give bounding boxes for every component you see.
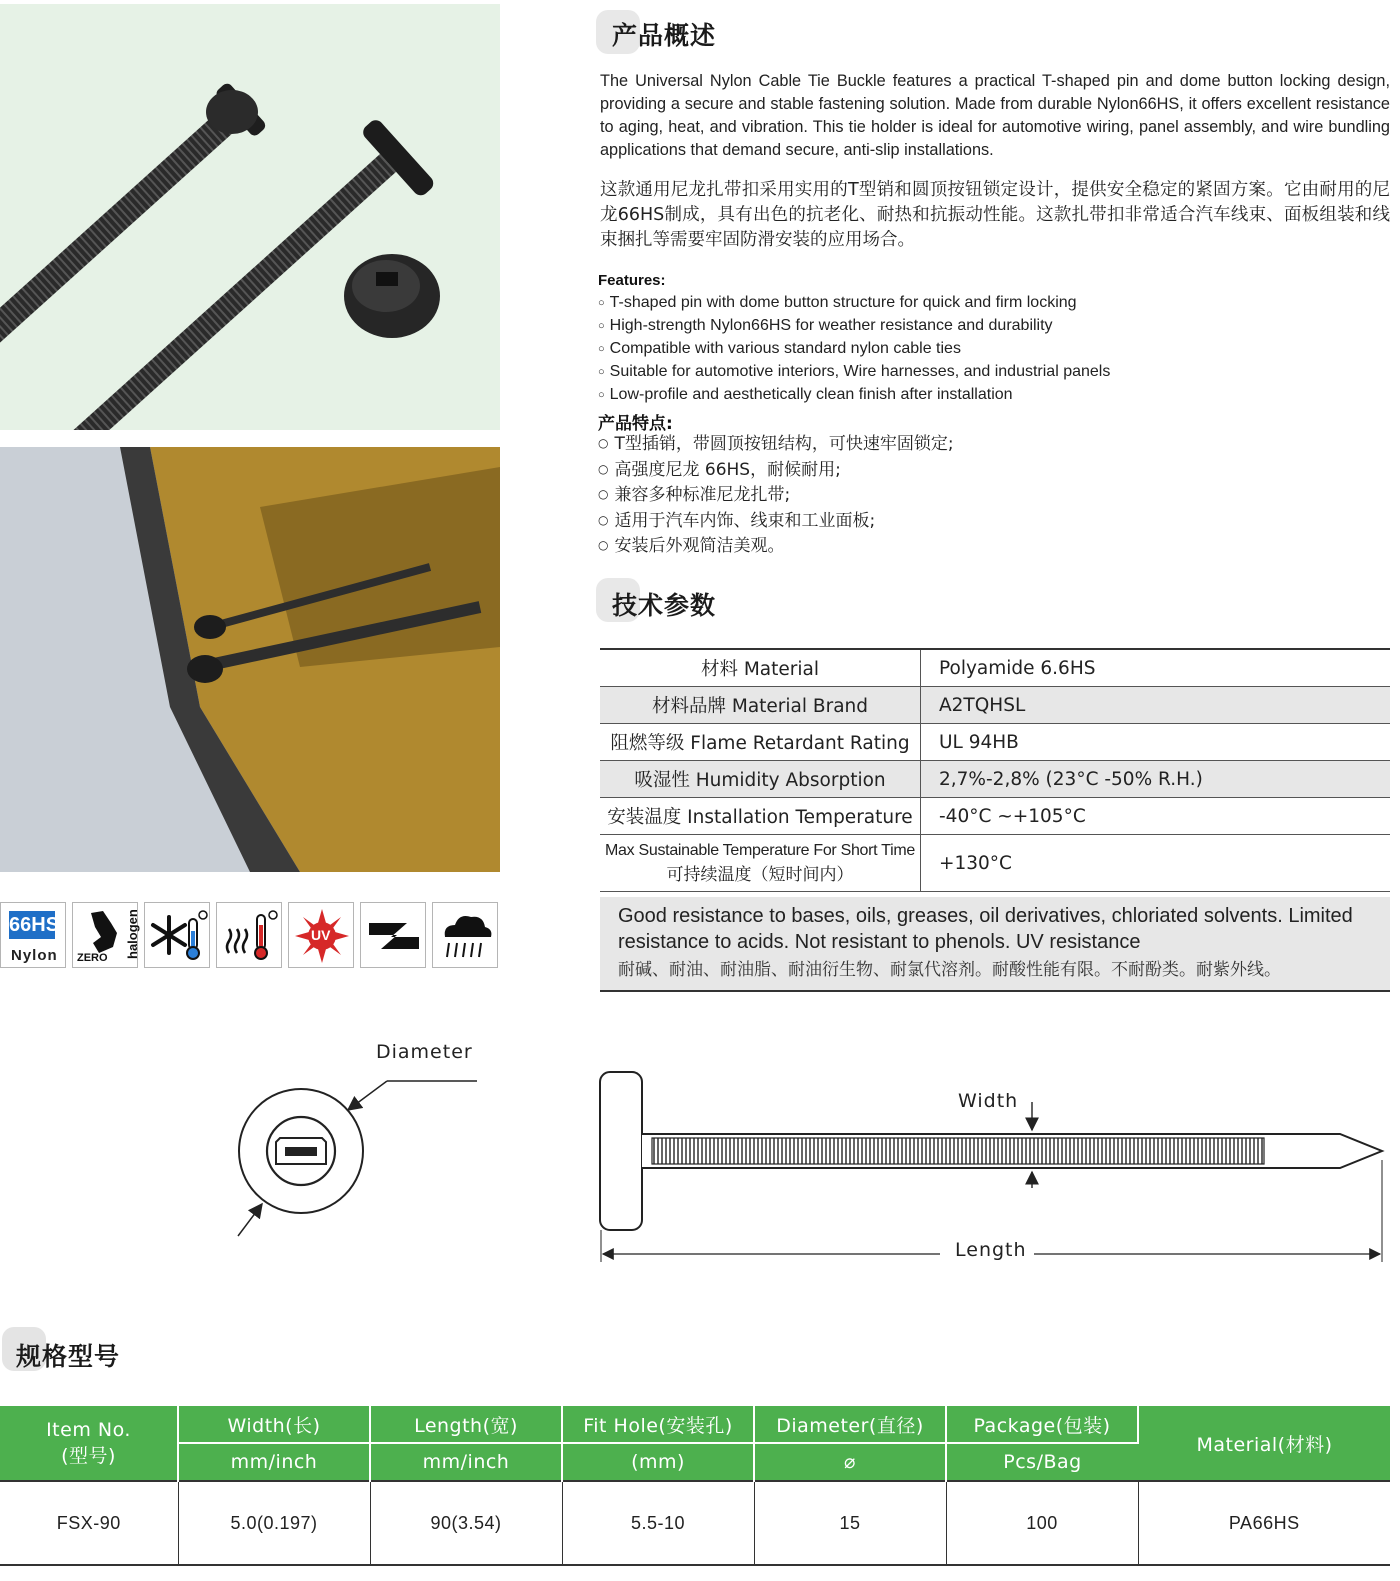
cell-diameter: 15 <box>754 1481 946 1565</box>
weather-resistance-icon <box>432 902 498 968</box>
tech-heading <box>596 578 717 620</box>
tech-title: 技术参数 <box>612 591 717 620</box>
spec-heading <box>2 1327 121 1371</box>
spec-value: A2TQHSL <box>921 687 1391 724</box>
spec-key: 安装温度 Installation Temperature <box>600 798 921 835</box>
nylon-66hs-icon: 66HS Nylon <box>0 902 66 968</box>
list-item: ○ 高强度尼龙 66HS，耐候耐用; <box>598 458 954 484</box>
header-fit-hole: Fit Hole(安装孔) <box>562 1406 754 1443</box>
list-item: ○ 安装后外观简洁美观。 <box>598 534 954 560</box>
dimension-diagram <box>0 1040 1400 1300</box>
overview-text-en: The Universal Nylon Cable Tie Buckle features a practical T-shaped pin and dome button locking design, providing a secure and stable fastening solution. Made from durable Nylon66HS, it offers excellent resistance to aging, heat, and vibration. This tie holder is ideal for automotive wiring, panel assembly, and wire bundling applications that demand secure, anti-slip installations. <box>600 72 1390 159</box>
width-label: Width <box>955 1090 1021 1112</box>
header-item-no <box>0 1406 178 1481</box>
cell-width: 5.0(0.197) <box>178 1481 370 1565</box>
cell-package: 100 <box>946 1481 1138 1565</box>
list-item: ○ Compatible with various standard nylon cable ties <box>598 338 1110 361</box>
header-item-no-en: Item No. <box>46 1418 131 1441</box>
resistance-text-en: Good resistance to bases, oils, greases, oil derivatives, chloriated solvents. Limited resistance to acids. Not resistant to phenols. UV resistance <box>618 905 1353 953</box>
table-row <box>600 761 1390 798</box>
diameter-label: Diameter <box>373 1041 476 1063</box>
overview-heading <box>596 10 717 50</box>
overview-text-zh: 这款通用尼龙扎带扣采用实用的T型销和圆顶按钮锁定设计，提供安全稳定的紧固方案。它由耐用的尼龙66HS制成，具有出色的抗老化、耐热和抗振动性能。这款扎带扣非常适合汽车线束、面板组装和线束捆扎等需要牢固防滑安装的应用场合。 <box>600 180 1390 250</box>
spec-value: Polyamide 6.6HS <box>921 649 1391 687</box>
overview-title: 产品概述 <box>612 21 717 50</box>
table-row <box>600 687 1390 724</box>
zero-halogen-icon: ZERO halogen <box>72 902 138 968</box>
unit-length: mm/inch <box>370 1443 562 1481</box>
header-width: Width(长) <box>178 1406 370 1443</box>
length-label: Length <box>952 1239 1030 1261</box>
spec-key: 材料 Material <box>600 649 921 687</box>
list-item: ○ 兼容多种标准尼龙扎带; <box>598 483 954 509</box>
features-title: Features: <box>598 272 666 289</box>
spec-table <box>600 648 1390 892</box>
model-table <box>0 1406 1390 1566</box>
spec-key: 吸湿性 Humidity Absorption <box>600 761 921 798</box>
header-item-no-zh: (型号) <box>61 1444 116 1467</box>
heat-resistance-icon <box>216 902 282 968</box>
table-row <box>600 798 1390 835</box>
list-item: ○ T型插销，带圆顶按钮结构，可快速牢固锁定; <box>598 432 954 458</box>
table-header-row <box>0 1406 1390 1443</box>
spec-key: 阻燃等级 Flame Retardant Rating <box>600 724 921 761</box>
header-diameter: Diameter(直径) <box>754 1406 946 1443</box>
spec-value: -40°C ~+105°C <box>921 798 1391 835</box>
unit-diameter: ⌀ <box>754 1443 946 1481</box>
cell-fit-hole: 5.5-10 <box>562 1481 754 1565</box>
cell-item-no: FSX-90 <box>0 1481 178 1565</box>
features-zh-title: 产品特点: <box>598 414 673 434</box>
spec-value: 2,7%-2,8% (23°C -50% R.H.) <box>921 761 1391 798</box>
cell-length: 90(3.54) <box>370 1481 562 1565</box>
product-photo-cable-ties <box>0 4 500 430</box>
spec-title: 规格型号 <box>16 1342 121 1371</box>
spec-value: UL 94HB <box>921 724 1391 761</box>
list-item: ○ Low-profile and aesthetically clean finish after installation <box>598 384 1110 407</box>
unit-package: Pcs/Bag <box>946 1443 1138 1481</box>
table-row <box>600 724 1390 761</box>
spec-key-en: Max Sustainable Temperature For Short Time <box>605 841 915 859</box>
resistance-text-zh: 耐碱、耐油、耐油脂、耐油衍生物、耐氯代溶剂。耐酸性能有限。不耐酚类。耐紫外线。 <box>618 960 1281 980</box>
uv-resistance-icon: UV <box>288 902 354 968</box>
cell-material: PA66HS <box>1138 1481 1390 1565</box>
features-list <box>598 292 1110 407</box>
cold-resistance-icon <box>144 902 210 968</box>
unit-fit-hole: (mm) <box>562 1443 754 1481</box>
header-package: Package(包装) <box>946 1406 1138 1443</box>
spec-value: +130°C <box>921 835 1391 892</box>
list-item: ○ Suitable for automotive interiors, Wire harnesses, and industrial panels <box>598 361 1110 384</box>
table-row <box>600 649 1390 687</box>
product-photo-installation <box>0 447 500 872</box>
table-row <box>0 1481 1390 1565</box>
list-item: ○ 适用于汽车内饰、线束和工业面板; <box>598 509 954 535</box>
resistance-note <box>600 897 1390 992</box>
spec-key: 材料品牌 Material Brand <box>600 687 921 724</box>
list-item: ○ T-shaped pin with dome button structure for quick and firm locking <box>598 292 1110 315</box>
features-zh-list <box>598 432 954 560</box>
spec-key-zh: 可持续温度（短时间内） <box>666 864 854 885</box>
unit-width: mm/inch <box>178 1443 370 1481</box>
header-material: Material(材料) <box>1138 1406 1390 1481</box>
table-row <box>600 835 1390 892</box>
spec-key <box>600 835 921 892</box>
dimension-drawing <box>0 1040 1400 1300</box>
header-length: Length(宽) <box>370 1406 562 1443</box>
list-item: ○ High-strength Nylon66HS for weather resistance and durability <box>598 315 1110 338</box>
electrical-insulation-icon <box>360 902 426 968</box>
